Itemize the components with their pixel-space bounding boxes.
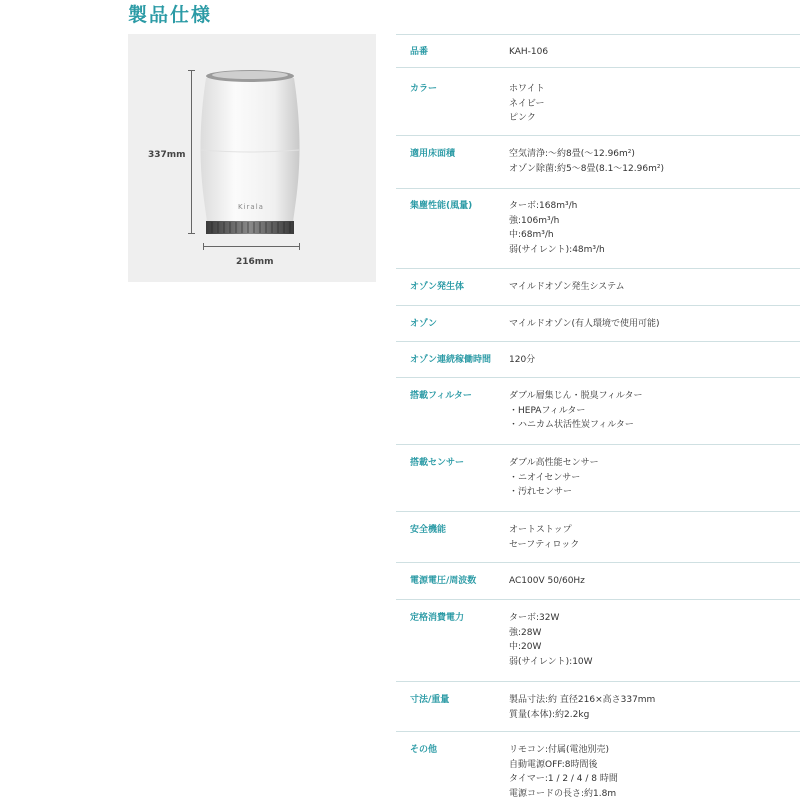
- spec-value: [506, 693, 800, 731]
- spec-value: [506, 389, 800, 444]
- spec-label: 寸法/重量: [410, 695, 450, 705]
- spec-label: カラー: [410, 84, 438, 94]
- height-dimension-cap: [188, 70, 195, 71]
- spec-label: 搭載センサー: [410, 458, 465, 468]
- spec-row: [396, 732, 800, 802]
- spec-row: [396, 342, 800, 378]
- spec-row: [396, 512, 800, 563]
- spec-value-line: 弱(サイレント):48m³/h: [509, 244, 605, 255]
- spec-row: [396, 445, 800, 512]
- spec-value-line: ダブル高性能センサー: [509, 458, 599, 468]
- spec-value-line: 120分: [509, 355, 536, 365]
- width-dimension-cap: [299, 243, 300, 250]
- spec-label: 定格消費電力: [410, 613, 465, 623]
- spec-row: [396, 35, 800, 68]
- height-label: 337mm: [148, 150, 186, 160]
- spec-value-line: マイルドオゾン(有人環境で使用可能): [509, 319, 660, 329]
- spec-value-line: オゾン除菌:約5～8畳(8.1～12.96m²): [509, 163, 664, 174]
- spec-row: [396, 306, 800, 342]
- spec-value: [506, 574, 800, 599]
- spec-value-line: ・HEPAフィルター: [509, 405, 586, 416]
- spec-row: [396, 189, 800, 269]
- page-title: 製品仕様: [128, 4, 213, 26]
- spec-value-line: 強:28W: [509, 627, 542, 638]
- spec-value-line: 製品寸法:約 直径216×高さ337mm: [509, 695, 656, 705]
- spec-value: [506, 45, 800, 67]
- spec-value: [506, 523, 800, 562]
- spec-label: 電源電圧/周波数: [410, 576, 477, 586]
- spec-value: [506, 611, 800, 681]
- spec-row: [396, 378, 800, 445]
- spec-value-line: 強:106m³/h: [509, 215, 560, 226]
- spec-value: [506, 199, 800, 268]
- spec-value-line: ターボ:168m³/h: [509, 201, 578, 211]
- spec-value-line: KAH-106: [509, 47, 549, 57]
- spec-row: [396, 136, 800, 189]
- spec-value-line: 電源コードの長さ:約1.8m: [509, 788, 617, 799]
- spec-value-line: オートストップ: [509, 525, 572, 535]
- spec-value-line: 弱(サイレント):10W: [509, 656, 593, 667]
- width-dimension-line: [203, 246, 299, 247]
- spec-label: 安全機能: [410, 525, 447, 535]
- spec-value: [506, 280, 800, 305]
- spec-value-line: ターボ:32W: [509, 613, 560, 623]
- spec-value: [506, 147, 800, 188]
- spec-value-line: ピンク: [509, 113, 536, 123]
- spec-value: [506, 353, 800, 377]
- spec-row: [396, 600, 800, 682]
- spec-value-line: セーフティロック: [509, 539, 580, 550]
- spec-label: 搭載フィルター: [410, 391, 472, 401]
- spec-value-line: 自動電源OFF:8時間後: [509, 759, 598, 770]
- spec-value-line: ・ニオイセンサー: [509, 472, 581, 483]
- spec-value-line: 中:68m³/h: [509, 230, 554, 240]
- spec-value-line: 質量(本体):約2.2kg: [509, 709, 590, 720]
- spec-label: 適用床面積: [410, 149, 456, 159]
- brand-logo: Kirala: [238, 203, 264, 211]
- spec-label: 集塵性能(風量): [410, 201, 473, 211]
- spec-table: [396, 34, 800, 802]
- spec-row: [396, 68, 800, 136]
- spec-row: [396, 269, 800, 306]
- spec-value-line: ダブル層集じん・脱臭フィルター: [509, 391, 643, 401]
- spec-value-line: タイマー:1 / 2 / 4 / 8 時間: [509, 774, 618, 784]
- width-dimension-cap: [203, 243, 204, 250]
- spec-value-line: ・ハニカム状活性炭フィルター: [509, 420, 634, 430]
- spec-label: オゾン連続稼働時間: [410, 355, 492, 365]
- spec-value: [506, 82, 800, 135]
- height-dimension-cap: [188, 233, 195, 234]
- spec-value-line: マイルドオゾン発生システム: [509, 282, 625, 292]
- spec-label: オゾン: [410, 319, 438, 329]
- spec-value-line: ・汚れセンサー: [509, 487, 573, 497]
- spec-label: 品番: [410, 47, 429, 57]
- spec-value-line: ホワイト: [509, 84, 545, 94]
- height-dimension-line: [191, 70, 192, 233]
- spec-value-line: 空気清浄:～約8畳(～12.96m²): [509, 149, 635, 159]
- spec-label: その他: [410, 745, 438, 755]
- spec-value-line: ネイビー: [509, 98, 545, 109]
- width-label: 216mm: [236, 257, 274, 267]
- spec-value-line: 中:20W: [509, 642, 542, 652]
- spec-row: [396, 682, 800, 732]
- air-purifier-image: [0, 0, 400, 290]
- spec-row: [396, 563, 800, 600]
- spec-value: [506, 317, 800, 341]
- spec-value-line: AC100V 50/60Hz: [509, 576, 585, 586]
- spec-value: [506, 743, 800, 802]
- spec-value-line: リモコン:付属(電池別売): [509, 745, 610, 755]
- spec-value: [506, 456, 800, 511]
- spec-label: オゾン発生体: [410, 282, 465, 292]
